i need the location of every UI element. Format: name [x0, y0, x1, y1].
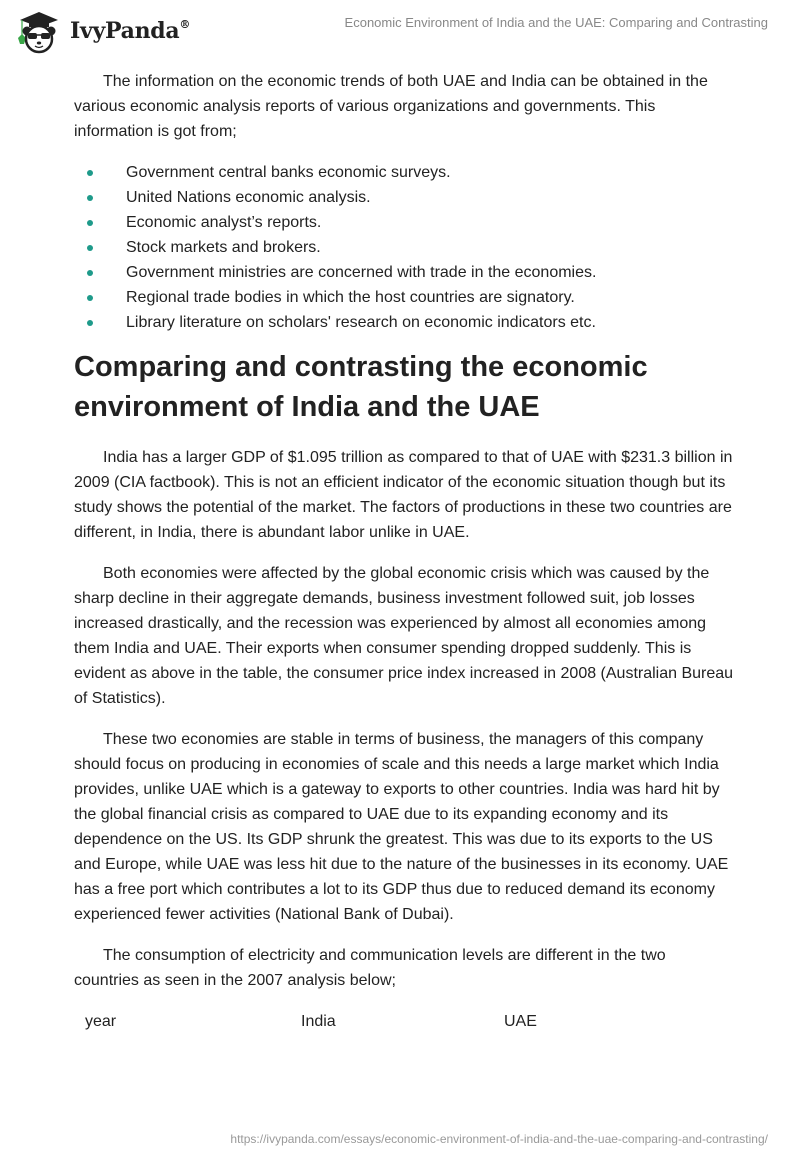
sources-list — [74, 160, 734, 335]
bullet-icon — [87, 270, 93, 276]
bullet-icon — [87, 170, 93, 176]
body-paragraph: The consumption of electricity and communication levels are different in the two countries as seen in the 2007 analysis below; — [74, 947, 666, 989]
list-item: Economic analyst’s reports. — [74, 210, 734, 235]
list-item: Government ministries are concerned with trade in the economies. — [74, 260, 734, 285]
column-header-year: year — [85, 1013, 117, 1030]
body-paragraph: Both economies were affected by the global economic crisis which was caused by the sharp decline in their aggregate demands, business investment followed suit, job losses increased drastically, and the recession was experienced by almost all economies among them India and UAE. Their exports when consumer spending dropped suddenly. This is evident as above in the table, the consumer price index increased in 2008 (Australian Bureau of Statistics). — [74, 565, 734, 707]
logo-text: IvyPanda® — [70, 17, 191, 44]
list-item: Library literature on scholars' research on economic indicators etc. — [74, 310, 734, 335]
column-header-india: India — [301, 1013, 336, 1030]
ivypanda-logo[interactable] — [16, 8, 190, 54]
bullet-icon — [87, 220, 93, 226]
bullet-icon — [87, 245, 93, 251]
list-item: Stock markets and brokers. — [74, 235, 734, 260]
table-header-row — [74, 1009, 734, 1034]
body-paragraph: India has a larger GDP of $1.095 trillion as compared to that of UAE with $231.3 billion in 2009 (CIA factbook). This is not an efficient indicator of the economic situation though but its study shows the potential of the market. The factors of productions in these two countries are different, in India, there is abundant labor unlike in UAE. — [74, 449, 733, 541]
source-url[interactable]: https://ivypanda.com/essays/economic-environment-of-india-and-the-uae-comparing-and-contrasting/ — [230, 1132, 768, 1146]
bullet-icon — [87, 195, 93, 201]
panda-graduate-icon — [16, 8, 62, 54]
bullet-icon — [87, 320, 93, 326]
column-header-uae: UAE — [504, 1013, 537, 1030]
document-title: Economic Environment of India and the UAE: Comparing and Contrasting — [344, 15, 768, 30]
body-paragraph: These two economies are stable in terms of business, the managers of this company should focus on producing in economies of scale and this needs a large market which India provides, unlike UAE which is a gateway to exports to other countries. India was hard hit by the global financial crisis as compared to UAE due to its expanding economy and its dependence on the US. Its GDP shrunk the greatest. This was due to its exports to the US and Europe, while UAE was less hit due to the nature of the businesses in its economy. UAE has a free port which contributes a lot to its GDP thus due to reduced demand its economy experienced fewer activities (National Bank of Dubai). — [74, 731, 729, 923]
article-content — [74, 69, 734, 1034]
bullet-icon — [87, 295, 93, 301]
page-header — [0, 0, 800, 60]
list-item: United Nations economic analysis. — [74, 185, 734, 210]
intro-paragraph: The information on the economic trends of both UAE and India can be obtained in the various economic analysis reports of various organizations and governments. This information is got from; — [74, 73, 708, 140]
list-item: Government central banks economic surveys. — [74, 160, 734, 185]
section-heading: Comparing and contrasting the economic environment of India and the UAE — [74, 351, 648, 423]
list-item: Regional trade bodies in which the host countries are signatory. — [74, 285, 734, 310]
